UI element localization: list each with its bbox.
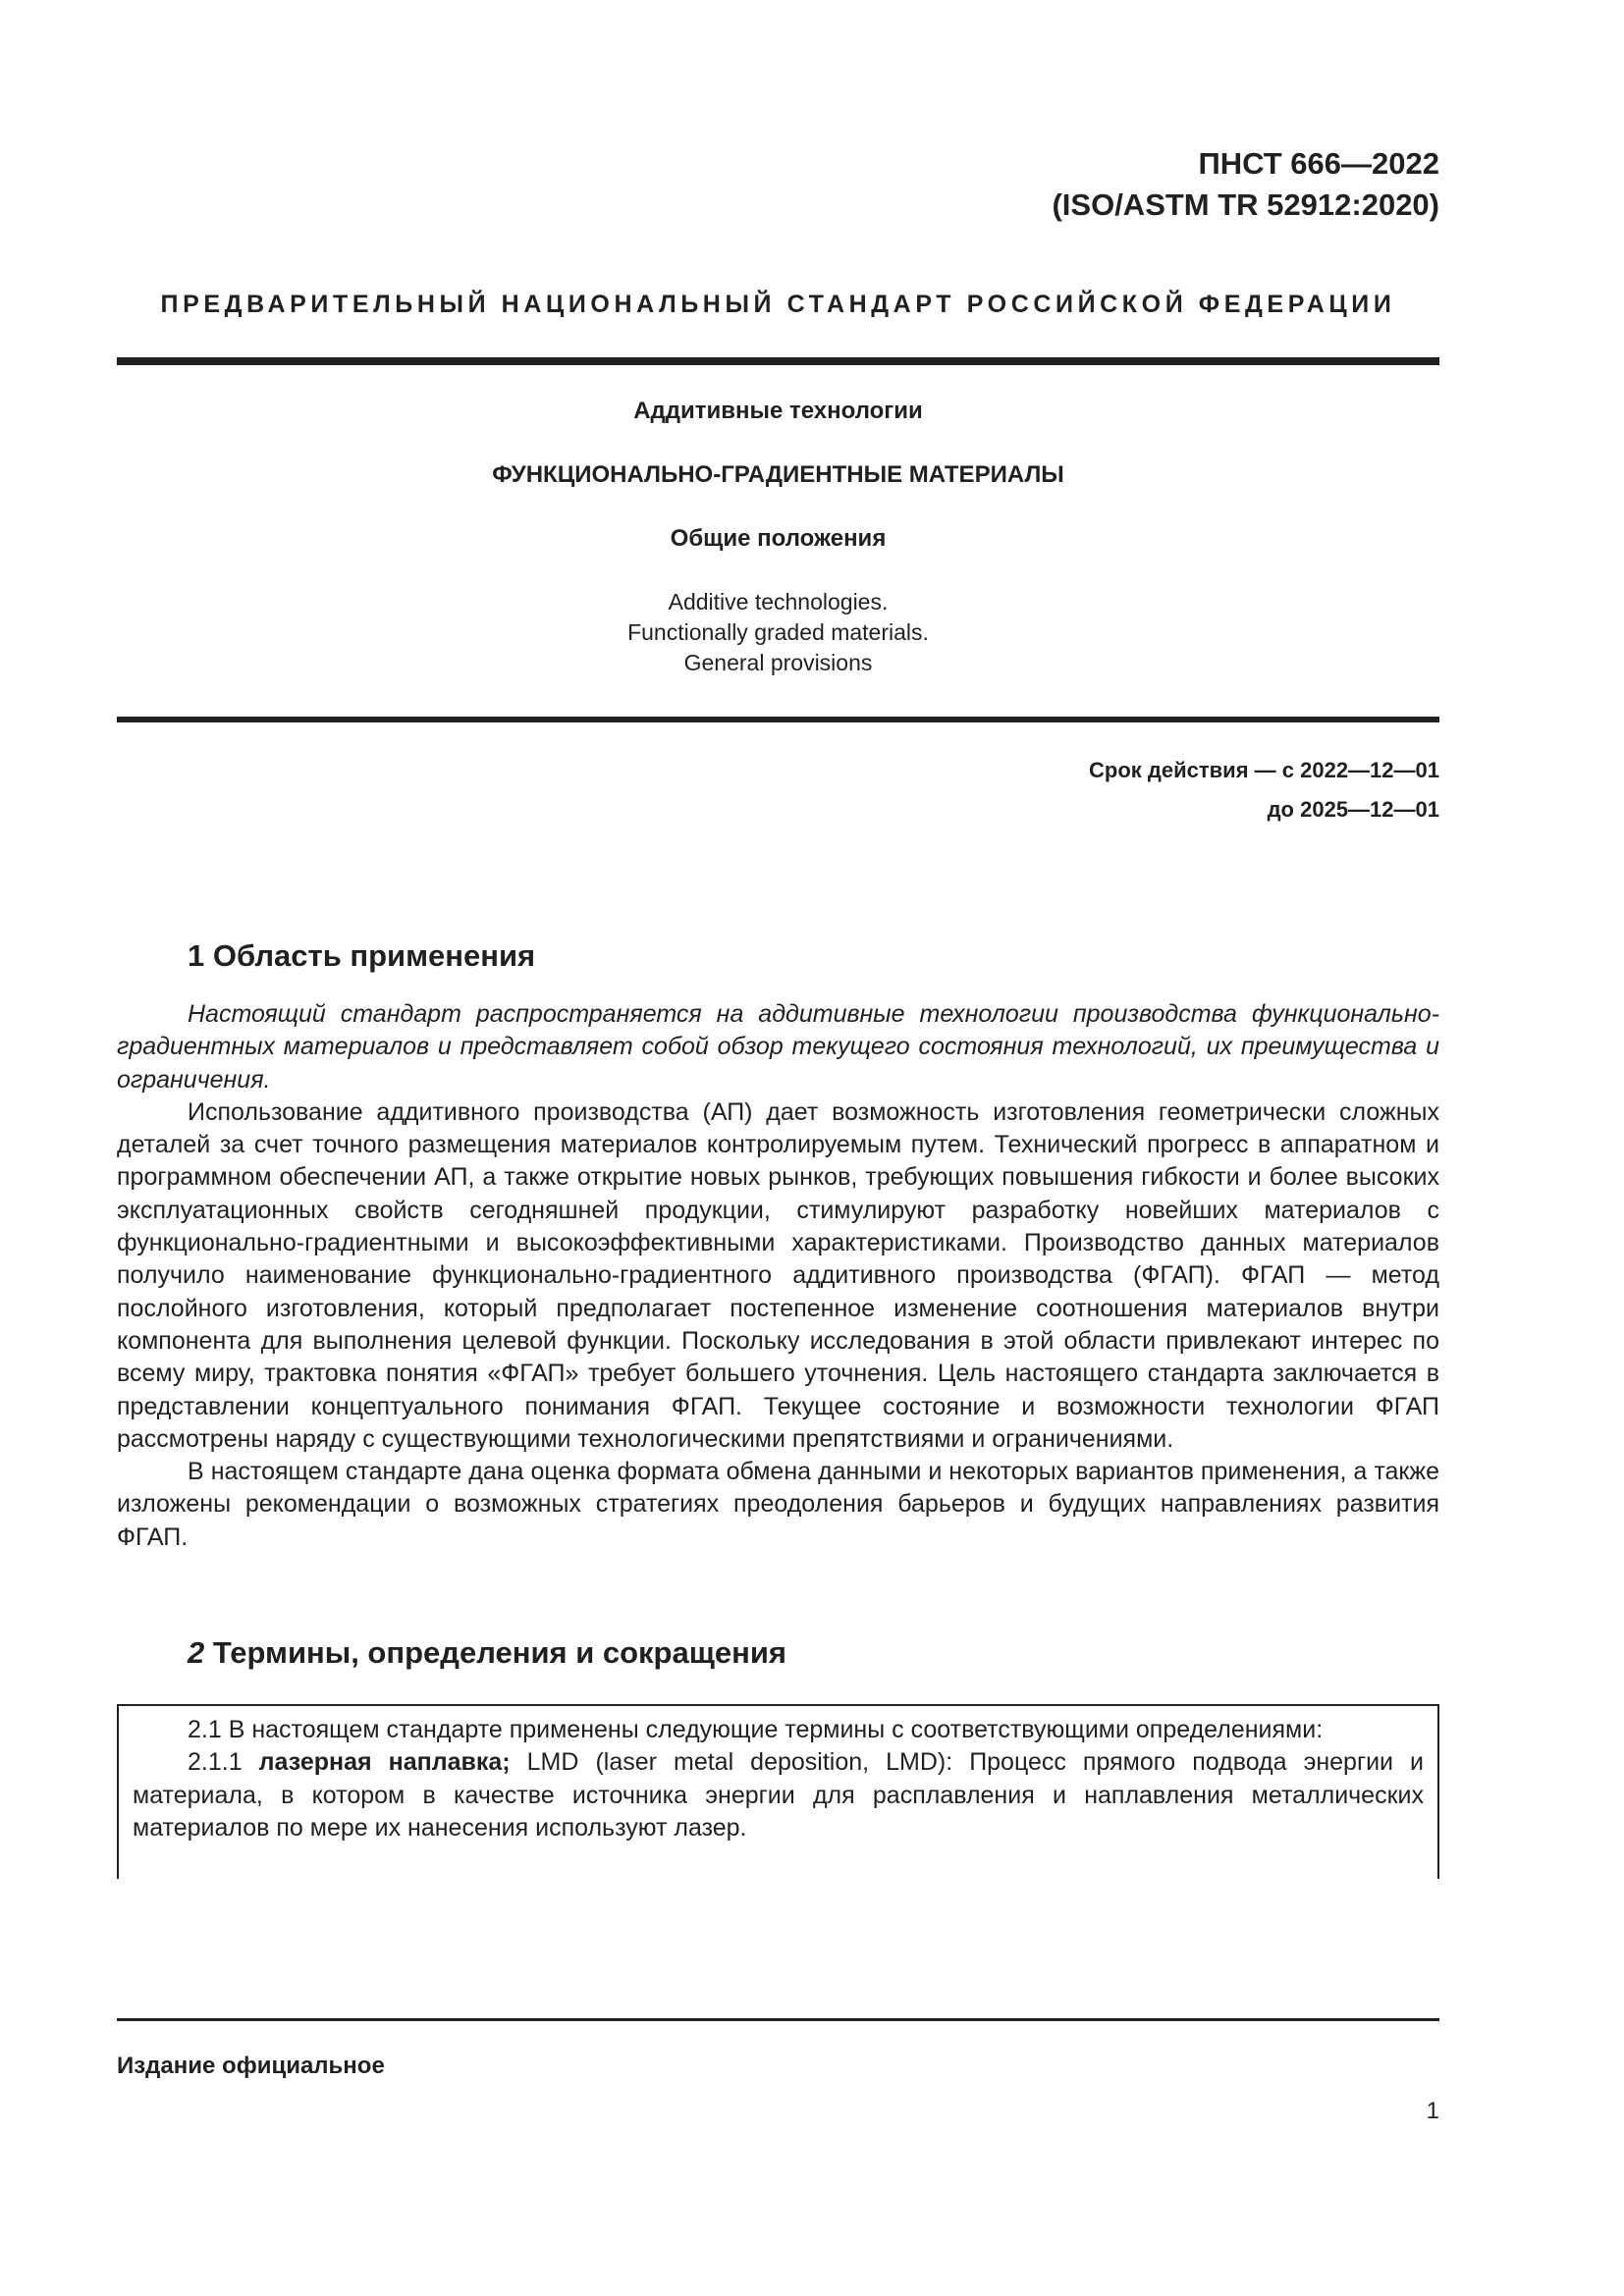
section-1-heading: 1 Область применения xyxy=(188,938,536,973)
english-title-line: Functionally graded materials. xyxy=(627,619,929,645)
section-1-body xyxy=(117,998,1439,1554)
section-2-number: 2 xyxy=(188,1635,205,1670)
subtitle: Общие положения xyxy=(670,525,887,552)
validity-from: Срок действия — с 2022—12—01 xyxy=(1089,758,1439,782)
iso-reference: (ISO/ASTM TR 52912:2020) xyxy=(1052,187,1439,222)
section-2-heading xyxy=(188,1635,786,1671)
scope-paragraph: Использование аддитивного производства (АП) дает возможность изготовления геометрически сложных деталей за счет точного размещения материалов контролируемым путем. Технический прогресс в аппаратном и программном обеспечении АП, а также открытие новых рынков, требующих повышения гибкости и более высоких эксплуатационных свойств сегодняшней продукции, стимулируют разработку новейших материалов с функционально-градиентными и высокоэффективными характеристиками. Производство данных материалов получило наименование функционально-градиентного аддитивного производства (ФГАП). ФГАП — метод послойного изготовления, который предполагает постепенное изменение соотношения материалов внутри компонента для выполнения целевой функции. Поскольку исследования в этой области привлекают интерес по всему миру, трактовка понятия «ФГАП» требует большего уточнения. Цель настоящего стандарта заключается в представлении концептуального понимания ФГАП. Текущее состояние и возможности технологии ФГАП рассмотрены наряду с существующими технологическими препятствиями и ограничениями. xyxy=(117,1097,1439,1453)
term-name: лазерная наплавка; xyxy=(258,1748,511,1777)
preliminary-standard-title: ПРЕДВАРИТЕЛЬНЫЙ НАЦИОНАЛЬНЫЙ СТАНДАРТ РОССИЙСКОЙ ФЕДЕРАЦИИ xyxy=(160,291,1396,318)
terms-box xyxy=(117,1704,1439,1879)
subject-line: Аддитивные технологии xyxy=(633,398,923,424)
validity-to: до 2025—12—01 xyxy=(1267,797,1439,822)
standard-designation xyxy=(1052,143,1439,226)
english-title-line: General provisions xyxy=(683,650,873,675)
english-title xyxy=(117,587,1439,678)
clause-2-1: 2.1 В настоящем стандарте применены следующие термины с соответствующими определениями: xyxy=(188,1716,1324,1743)
validity-period xyxy=(1089,751,1439,829)
section-2-title: Термины, определения и сокращения xyxy=(204,1635,787,1670)
clause-2-1-1 xyxy=(133,1746,1424,1844)
scope-paragraph: В настоящем стандарте дана оценка формата обмена данными и некоторых вариантов применения, а также изложены рекомендации о возможных стратегиях преодоления барьеров и будущих направлениях развития ФГАП. xyxy=(117,1458,1439,1551)
top-divider xyxy=(117,357,1439,365)
term-definition: LMD (laser metal deposition, LMD): Процесс прямого подвода энергии и материала, в котором в качестве источника энергии для расплавления и наплавления металлических материалов по мере их нанесения используют лазер. xyxy=(133,1748,1424,1842)
official-edition-label: Издание официальное xyxy=(117,2053,385,2079)
english-title-line: Additive technologies. xyxy=(668,589,889,614)
scope-intro-paragraph: Настоящий стандарт распространяется на аддитивные технологии производства функционально-градиентных материалов и представляет собой обзор текущего состояния технологий, их преимущества и ограничения. xyxy=(117,1000,1439,1094)
main-title: ФУНКЦИОНАЛЬНО-ГРАДИЕНТНЫЕ МАТЕРИАЛЫ xyxy=(492,461,1064,488)
page-number: 1 xyxy=(1426,2098,1439,2124)
standard-number: ПНСТ 666—2022 xyxy=(1198,146,1439,181)
middle-divider xyxy=(117,717,1439,722)
clause-number: 2.1.1 xyxy=(188,1748,259,1777)
bottom-divider xyxy=(117,2018,1439,2021)
